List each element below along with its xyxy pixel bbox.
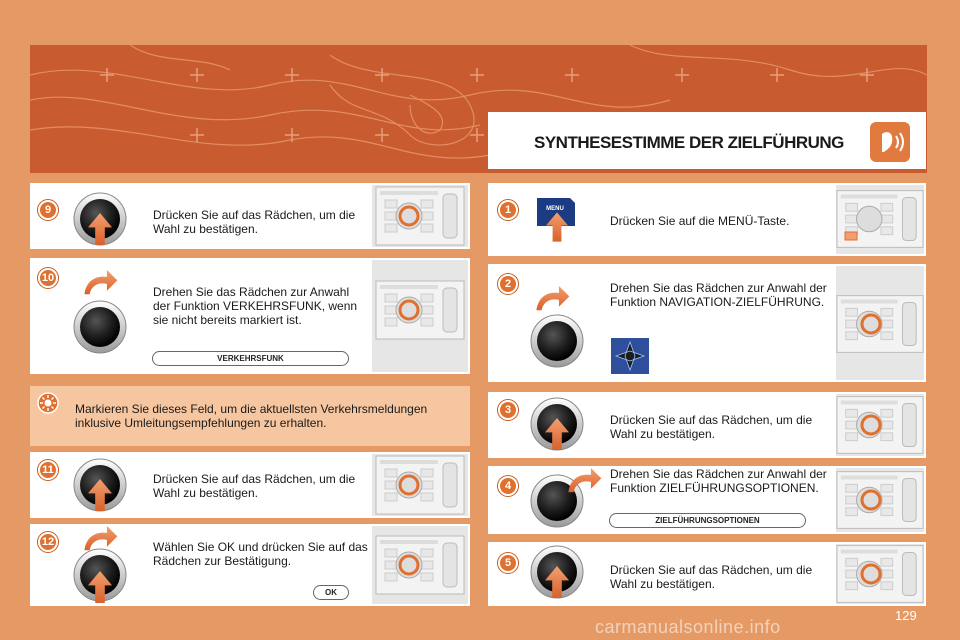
step-text: Drücken Sie auf die MENÜ-Taste. bbox=[610, 214, 790, 228]
radio-thumbnail bbox=[836, 468, 924, 532]
navigation-icon bbox=[611, 338, 649, 374]
knob-icon bbox=[530, 314, 584, 368]
step-number: 5 bbox=[498, 553, 518, 573]
step-number: 10 bbox=[38, 268, 58, 288]
rotate-arrow-icon bbox=[566, 468, 602, 494]
rotate-arrow-icon bbox=[534, 286, 570, 312]
step-number: 9 bbox=[38, 200, 58, 220]
knob-press-icon bbox=[530, 545, 584, 599]
menu-button-label: MENU bbox=[546, 206, 564, 212]
step-text: Drücken Sie auf das Rädchen, um die Wahl zu bestätigen. bbox=[610, 413, 813, 441]
menu-button-icon bbox=[534, 196, 578, 246]
radio-thumbnail bbox=[836, 266, 924, 380]
knob-press-icon bbox=[530, 397, 584, 451]
step-number: 3 bbox=[498, 400, 518, 420]
step-number: 12 bbox=[38, 532, 58, 552]
rotate-arrow-icon bbox=[82, 270, 118, 296]
watermark: carmanualsonline.info bbox=[595, 617, 781, 637]
note-text: Markieren Sie dieses Feld, um die aktuellsten Verkehrsmeldungen inklusive Umleitungsempfehlungen zu erhalten. bbox=[75, 402, 428, 430]
step-text: Drehen Sie das Rädchen zur Anwahl der Funktion NAVIGATION-ZIELFÜHRUNG. bbox=[610, 281, 827, 309]
radio-thumbnail bbox=[836, 185, 924, 254]
page-number: 129 bbox=[895, 608, 917, 623]
knob-icon bbox=[73, 300, 127, 354]
step-text: Drehen Sie das Rädchen zur Anwahl der Funktion VERKEHRSFUNK, wenn sie nicht bereits markiert ist. bbox=[153, 285, 358, 327]
menu-option-pill: ZIELFÜHRUNGSOPTIONEN bbox=[609, 513, 806, 528]
step-text: Drücken Sie auf das Rädchen, um die Wahl zu bestätigen. bbox=[153, 472, 356, 500]
voice-speaker-icon bbox=[870, 122, 910, 162]
step-number: 11 bbox=[38, 460, 58, 480]
step-text: Drücken Sie auf das Rädchen, um die Wahl zu bestätigen. bbox=[610, 563, 813, 591]
radio-thumbnail bbox=[372, 185, 468, 247]
step-text: Drehen Sie das Rädchen zur Anwahl der Funktion ZIELFÜHRUNGSOPTIONEN. bbox=[610, 467, 827, 495]
sun-icon bbox=[37, 392, 59, 414]
knob-press-icon bbox=[73, 192, 127, 246]
menu-option-pill: VERKEHRSFUNK bbox=[152, 351, 349, 366]
knob-press-icon bbox=[73, 458, 127, 512]
step-text: Wählen Sie OK und drücken Sie auf das Rädchen zur Bestätigung. bbox=[153, 540, 368, 568]
step-number: 4 bbox=[498, 476, 518, 496]
knob-press-icon bbox=[73, 548, 127, 602]
ok-pill: OK bbox=[313, 585, 349, 600]
radio-thumbnail bbox=[372, 526, 468, 604]
radio-thumbnail bbox=[372, 454, 468, 516]
radio-thumbnail bbox=[372, 260, 468, 372]
step-number: 1 bbox=[498, 200, 518, 220]
radio-thumbnail bbox=[836, 394, 924, 456]
step-number: 2 bbox=[498, 274, 518, 294]
page-title: SYNTHESESTIMME DER ZIELFÜHRUNG bbox=[534, 133, 844, 152]
radio-thumbnail bbox=[836, 544, 924, 604]
step-text: Drücken Sie auf das Rädchen, um die Wahl zu bestätigen. bbox=[153, 208, 356, 236]
